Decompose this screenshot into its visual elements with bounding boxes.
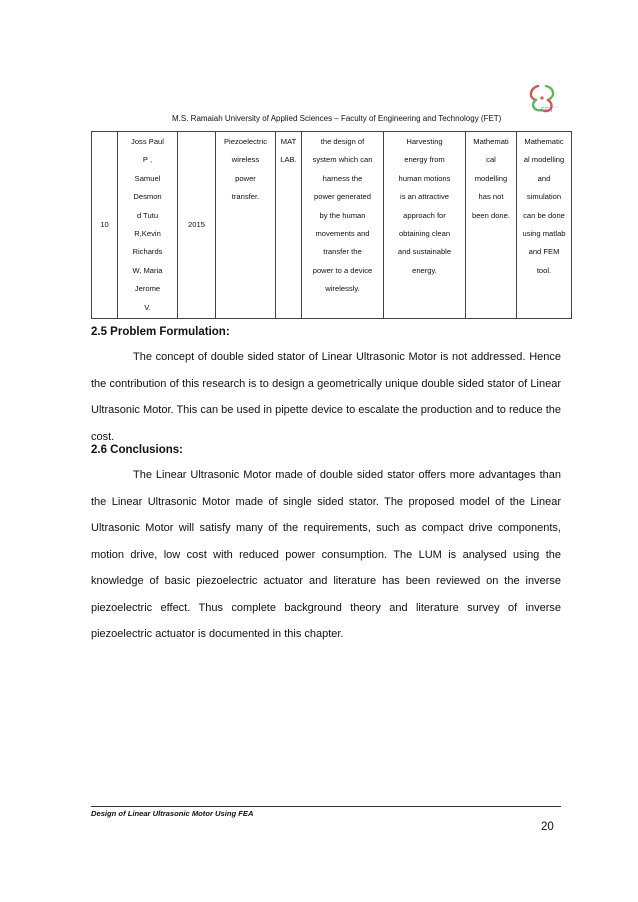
cell-line: using matlab	[522, 228, 566, 238]
literature-table	[91, 131, 572, 319]
cell-line: has not	[478, 192, 504, 202]
cell-line: MAT	[280, 137, 297, 146]
cell-line: tool.	[536, 265, 552, 275]
cell-findings	[384, 132, 466, 319]
footer-title: Design of Linear Ultrasonic Motor Using FEA	[91, 809, 254, 818]
cell-line: the design of	[320, 137, 365, 146]
cell-line: Joss Paul	[131, 137, 164, 146]
cell-authors	[118, 132, 178, 319]
cell-line: and FEM	[528, 247, 560, 257]
cell-line: Mathematic	[524, 137, 564, 146]
cell-line: Richards	[132, 247, 163, 257]
cell-line: transfer the	[323, 247, 362, 257]
cell-line: modelling	[474, 173, 508, 183]
cell-line: wireless	[231, 155, 260, 165]
institution-header: M.S. Ramaiah University of Applied Sciences – Faculty of Engineering and Technology (FET)	[172, 114, 502, 123]
cell-line: LAB.	[280, 155, 297, 165]
paragraph-text: The concept of double sided stator of Linear Ultrasonic Motor is not addressed. Hence the contribution of this research is to design a geometrically unique double sided stator of Linear Ultrasonic Motor. This can be used in pipette device to escalate the production and to reduce the cost.	[91, 351, 561, 443]
paragraph-text: The Linear Ultrasonic Motor made of double sided stator offers more advantages than the Linear Ultrasonic Motor made of single sided stator. The proposed model of the Linear Ultrasonic Motor will satisfy many of the requirements, such as compact drive components, motion drive, low cost with reduced power consumption. The LUM is analysed using the knowledge of basic piezoelectric actuator and literature has been reviewed on the inverse piezoelectric effect. Thus complete background theory and literature survey of inverse piezoelectric actuator is documented in this chapter.	[91, 469, 561, 640]
cell-year: 2015	[178, 132, 216, 319]
cell-line: power generated	[314, 192, 371, 202]
cell-line: and	[537, 173, 551, 183]
cell-line: system which can	[312, 155, 373, 165]
cell-objective	[302, 132, 384, 319]
cell-line: Jerome	[134, 284, 161, 294]
conclusions-heading: 2.6 Conclusions:	[91, 444, 184, 456]
table-row	[92, 132, 572, 319]
cell-line: power to a device	[312, 265, 373, 275]
cell-line: movements and	[315, 228, 370, 238]
cell-line: P ,	[142, 155, 153, 165]
cell-line: d Tutu	[136, 210, 159, 220]
conclusions-text	[91, 462, 561, 648]
cell-line: human motions	[398, 173, 451, 183]
cell-line: Mathemati	[473, 137, 509, 146]
cell-line: and sustainable	[397, 247, 452, 257]
page-number: 20	[541, 821, 554, 833]
cell-line: R,Kevin	[134, 228, 161, 238]
cell-line: can be done	[523, 210, 565, 220]
cell-future	[517, 132, 572, 319]
cell-line: wirelessly.	[325, 284, 360, 294]
cell-line: harness the	[322, 173, 363, 183]
cell-line: V.	[144, 302, 151, 312]
cell-line: Samuel	[134, 173, 161, 183]
cell-sl-no: 10	[92, 132, 118, 319]
cell-gap	[466, 132, 517, 319]
cell-line: obtaining clean	[398, 228, 451, 238]
logo-label: FET	[541, 108, 554, 114]
cell-line: Harvesting	[406, 137, 443, 146]
cell-line: transfer.	[231, 192, 260, 202]
problem-formulation-text	[91, 344, 561, 450]
cell-line: energy from	[404, 155, 445, 165]
problem-formulation-heading: 2.5 Problem Formulation:	[91, 326, 230, 338]
cell-line: energy.	[412, 265, 437, 275]
fet-logo-icon	[524, 80, 564, 120]
cell-title	[216, 132, 276, 319]
cell-line: Desmon	[133, 192, 162, 202]
cell-line: W, Maria	[132, 265, 163, 275]
cell-line: simulation	[526, 192, 562, 202]
footer-divider	[91, 806, 561, 807]
cell-line: approach for	[403, 210, 446, 220]
cell-line: by the human	[319, 210, 366, 220]
cell-line: Piezoelectric	[223, 137, 268, 146]
cell-tool	[276, 132, 302, 319]
cell-line: been done.	[471, 210, 510, 220]
cell-line: power	[235, 173, 256, 183]
cell-line: cal	[486, 155, 496, 165]
cell-line: is an attractive	[400, 192, 449, 202]
cell-line: al modelling	[523, 155, 565, 165]
